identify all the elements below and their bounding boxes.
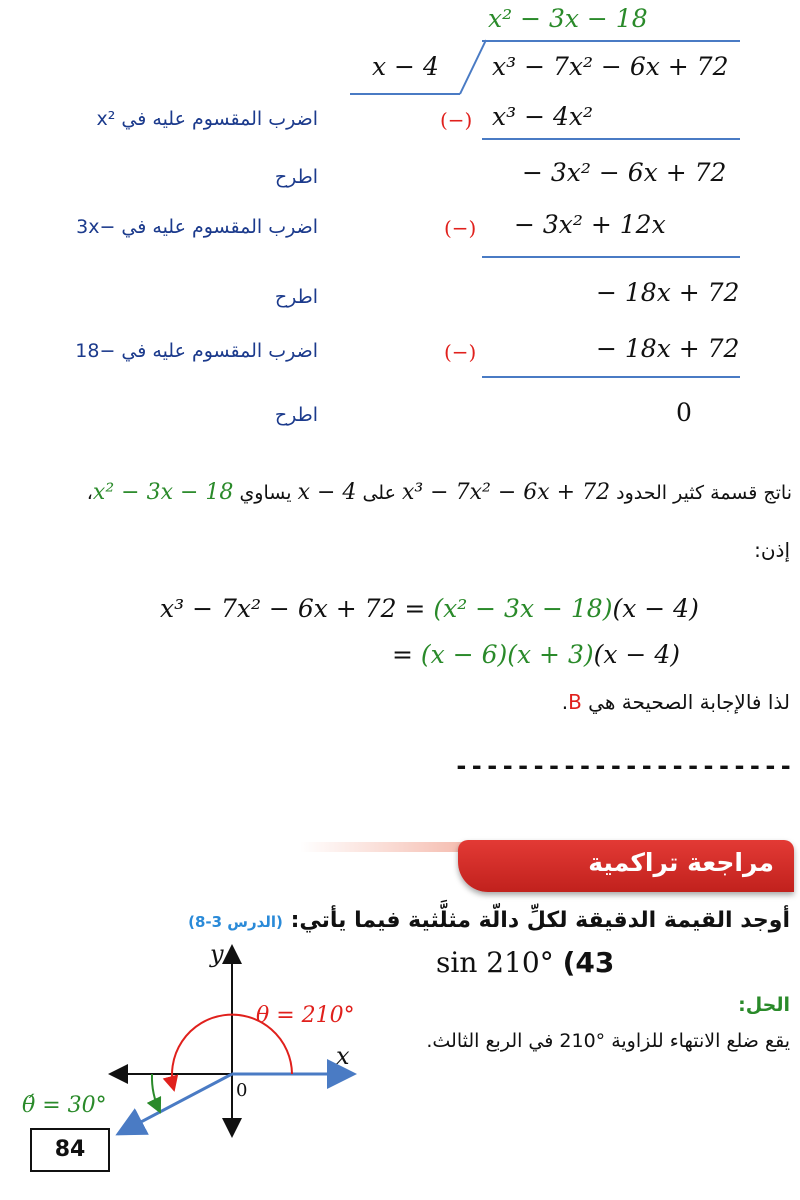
minus-sign-5: (−) [444,340,477,364]
eq2-lhs: = [392,640,413,669]
eq1-lhs: x³ − 7x² − 6x + 72 = [160,594,426,623]
ref-arc [152,1074,160,1112]
step-expr-1: x³ − 4x² [492,102,593,131]
step-note-3: اضرب المقسوم عليه في −3x [76,216,318,238]
eq2-green: (x − 6)(x + 3) [420,640,594,669]
result-tail: ، [86,482,93,504]
result-text-a: ناتج قسمة كثير الحدود [616,482,792,504]
instruction [188,908,790,933]
theta-label: θ = 210° [256,1003,355,1028]
problem-number: (43 [562,946,615,979]
step-expr-4: − 18x + 72 [596,278,740,307]
review-banner [458,840,794,892]
eq1-green: (x² − 3x − 18) [433,594,613,623]
problem-expr: sin 210° [436,946,554,979]
step-expr-3: − 3x² + 12x [514,210,666,239]
answer-prefix: لذا فالإجابة الصحيحة هي [588,690,790,714]
banner-title: مراجعة تراكمية [588,848,774,877]
quotient: x² − 3x − 18 [488,4,648,33]
step-note-6: اطرح [274,404,318,426]
step-note-2: اطرح [274,166,318,188]
step-expr-2: − 3x² − 6x + 72 [522,158,727,187]
result-text-c: يساوي [239,482,292,504]
rule-3 [482,376,740,378]
separator: ---------------------- [454,752,794,780]
rule-2 [482,256,740,258]
y-label: y [210,940,224,968]
solution-label: الحل: [738,994,790,1016]
result-text-b: على [362,482,396,504]
then-label: إذن: [754,538,790,562]
page-number: 84 [30,1128,110,1172]
step-expr-6: 0 [676,398,692,427]
step-note-5: اضرب المقسوم عليه في −18 [75,340,318,362]
result-divisor: x − 4 [297,480,357,505]
result-sentence [87,480,792,505]
terminal-side [118,1074,232,1134]
result-quotient: x² − 3x − 18 [92,480,234,505]
eq2-tail: (x − 4) [593,640,680,669]
answer-letter: B [568,690,582,714]
problem-line [436,946,614,979]
step-expr-5: − 18x + 72 [596,334,740,363]
banner-gradient [300,842,480,852]
rule-1 [482,138,740,140]
origin-label: 0 [236,1080,248,1101]
instruction-text: أوجد القيمة الدقيقة لكلِّ دالّة مثلَّثية فيما يأتي: [290,908,790,933]
ref-label: θ́ = 30° [22,1093,107,1118]
eq1-tail: (x − 4) [612,594,699,623]
x-label: x [336,1042,350,1070]
lesson-ref: (الدرس 3-8) [188,913,283,931]
dividend: x³ − 7x² − 6x + 72 [492,52,729,81]
result-poly: x³ − 7x² − 6x + 72 [401,480,611,505]
equation-2 [392,640,680,669]
step-note-4: اطرح [274,286,318,308]
divisor: x − 4 [372,52,439,81]
minus-sign-1: (−) [440,108,473,132]
answer-line [562,690,790,714]
step-note-1: اضرب المقسوم عليه في x² [96,108,318,130]
answer-suffix: . [561,690,569,714]
division-bracket [350,38,490,98]
division-bar [482,40,740,42]
angle-diagram [20,940,380,1140]
minus-sign-3: (−) [444,216,477,240]
equation-1 [160,594,699,623]
solution-text: يقع ضلع الانتهاء للزاوية °210 في الربع الثالث. [426,1030,790,1052]
